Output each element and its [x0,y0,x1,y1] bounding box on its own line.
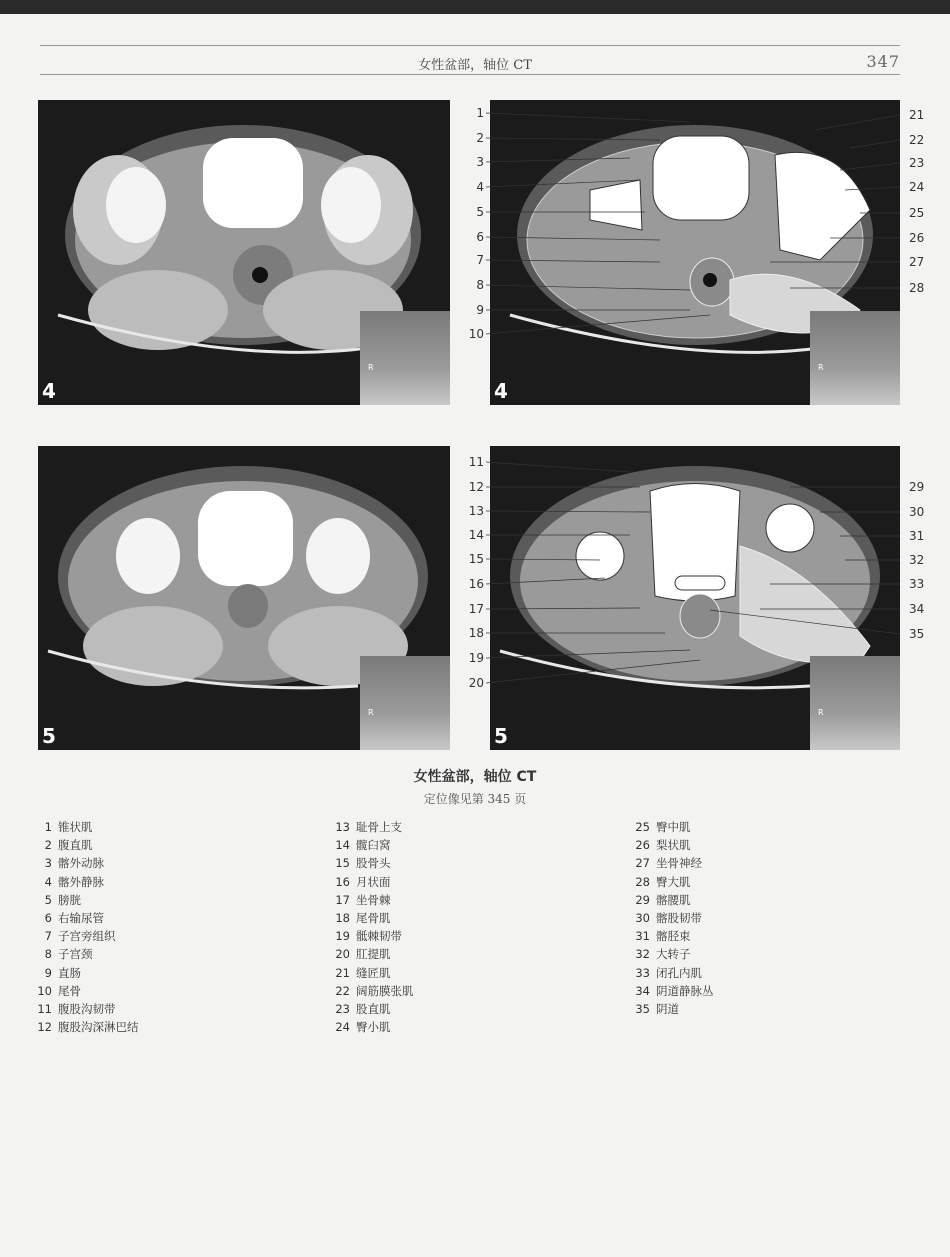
callout-label: 12 [468,480,484,494]
legend-number: 3 [44,856,52,871]
legend-number: 15 [335,856,350,871]
legend-item [628,964,714,982]
legend-item [328,836,414,854]
legend-item [30,818,139,836]
legend-item [628,891,714,909]
legend-number: 2 [44,838,52,853]
legend-number: 17 [335,892,350,907]
legend-term: 尾骨肌 [356,910,391,925]
callout-label: 32 [909,553,925,567]
callout-label: 11 [468,455,484,469]
legend-column-2 [328,818,414,1036]
legend-term: 阴道 [656,1001,679,1016]
legend-item [328,927,414,945]
legend-item [328,1000,414,1018]
callout-label: 26 [909,231,925,245]
callout-label: 25 [909,206,925,220]
legend-number: 20 [335,947,350,962]
legend-number: 31 [635,929,650,944]
legend-number: 26 [635,838,650,853]
callout-label: 13 [468,504,484,518]
legend-number: 7 [44,929,52,944]
legend-number: 28 [635,874,650,889]
legend-number: 22 [335,983,350,998]
legend-term: 臀大肌 [656,874,691,889]
legend-term: 尾骨 [58,983,81,998]
legend-term: 子宫颈 [58,947,93,962]
callout-label: 1 [476,106,484,120]
scout-marker: R [368,363,374,372]
callout-label: 29 [909,480,925,494]
panel-number: 5 [494,724,508,748]
legend-item [328,873,414,891]
legend-column-1 [30,818,139,1036]
legend-term: 梨状肌 [656,838,691,853]
callout-label: 16 [468,577,484,591]
legend-item [328,964,414,982]
scout-marker: R [368,708,374,717]
callout-label: 19 [468,651,484,665]
legend-term: 髂外静脉 [58,874,104,889]
callout-label: 23 [909,156,925,170]
legend-term: 月状面 [356,874,391,889]
legend-number: 34 [635,983,650,998]
scout-marker: R [818,708,824,717]
legend-number: 6 [44,910,52,925]
callout-label: 6 [476,230,484,244]
legend-number: 4 [44,874,52,889]
legend-number: 27 [635,856,650,871]
legend-item [30,891,139,909]
callout-label: 33 [909,577,925,591]
legend-number: 33 [635,965,650,980]
legend-number: 8 [44,947,52,962]
callout-label: 22 [909,133,925,147]
callout-label: 10 [468,327,484,341]
legend-item [30,836,139,854]
legend-item [328,818,414,836]
legend-item [628,982,714,1000]
legend-item [628,818,714,836]
callout-label: 14 [468,528,484,542]
legend-item [328,945,414,963]
callout-label: 15 [468,552,484,566]
legend-item [30,873,139,891]
legend-item [628,873,714,891]
legend-number: 16 [335,874,350,889]
callout-label: 24 [909,180,925,194]
callout-label: 9 [476,303,484,317]
legend-item [328,891,414,909]
legend-number: 11 [37,1001,52,1016]
legend-number: 30 [635,910,650,925]
legend-item [628,854,714,872]
legend-number: 12 [37,1020,52,1035]
legend-term: 直肠 [58,965,81,980]
legend-item [328,854,414,872]
callout-label: 2 [476,131,484,145]
legend-term: 臀中肌 [656,820,691,834]
legend-term: 子宫旁组织 [58,929,116,944]
callout-label: 31 [909,529,925,543]
legend-item [30,964,139,982]
callout-label: 5 [476,205,484,219]
legend-term: 闭孔内肌 [656,965,702,980]
header-title: 女性盆部，轴位 CT [418,58,532,73]
legend-number: 19 [335,929,350,944]
callout-label: 18 [468,626,484,640]
legend-item [30,854,139,872]
figure-subcaption: 定位像见第 345 页 [423,792,527,806]
legend-term: 坐骨神经 [656,856,702,871]
legend-number: 32 [635,947,650,962]
legend-item [30,1000,139,1018]
legend-number: 10 [37,983,52,998]
legend-item [30,927,139,945]
legend-item [628,945,714,963]
legend-term: 腹股沟深淋巴结 [58,1020,139,1035]
legend-item [628,836,714,854]
legend-term: 坐骨棘 [356,892,391,907]
legend-number: 13 [335,820,350,834]
callout-label: 30 [909,505,925,519]
legend-term: 肛提肌 [356,947,391,962]
panel-number: 4 [42,379,56,403]
callout-label: 20 [468,676,484,690]
legend-number: 18 [335,910,350,925]
legend-column-3 [628,818,714,1018]
callout-label: 4 [476,180,484,194]
legend-term: 腹直肌 [58,838,93,853]
legend-term: 阔筋膜张肌 [356,983,414,998]
legend-term: 右输尿管 [58,910,104,925]
page-number: 347 [866,52,900,71]
callout-label: 8 [476,278,484,292]
legend-term: 膀胱 [58,892,81,907]
legend-item [30,909,139,927]
legend-item [30,982,139,1000]
callout-label: 17 [468,602,484,616]
legend-number: 35 [635,1001,650,1016]
callout-label: 35 [909,627,925,641]
legend-number: 9 [44,965,52,980]
legend-term: 髂腰肌 [656,892,691,907]
legend-item [30,945,139,963]
legend-number: 14 [335,838,350,853]
callout-label: 3 [476,155,484,169]
legend-item [628,1000,714,1018]
legend-term: 腹股沟韧带 [58,1001,116,1016]
legend-term: 髂外动脉 [58,856,104,871]
legend-item [628,927,714,945]
legend-term: 阴道静脉丛 [656,983,714,998]
legend-number: 23 [335,1001,350,1016]
legend-term: 髂股韧带 [656,910,702,925]
legend-term: 髋臼窝 [356,838,391,853]
panel-number: 5 [42,724,56,748]
callout-label: 34 [909,602,925,616]
legend-term: 耻骨上支 [356,820,402,834]
legend-item [30,1018,139,1036]
callout-label: 7 [476,253,484,267]
legend-term: 锥状肌 [58,820,93,834]
figure-caption: 女性盆部，轴位 CT [413,769,537,785]
legend-number: 25 [635,820,650,834]
legend-item [328,1018,414,1036]
legend-term: 股直肌 [356,1001,391,1016]
callout-label: 21 [909,108,925,122]
legend-term: 大转子 [656,947,691,962]
scout-marker: R [818,363,824,372]
callout-label: 28 [909,281,925,295]
legend-item [328,909,414,927]
legend-item [328,982,414,1000]
legend-number: 24 [335,1020,350,1035]
legend-number: 1 [44,820,52,834]
callout-label: 27 [909,255,925,269]
legend-number: 21 [335,965,350,980]
legend-term: 骶棘韧带 [356,929,402,944]
legend-term: 臀小肌 [356,1020,391,1035]
panel-number: 4 [494,379,508,403]
legend-term: 股骨头 [356,856,391,871]
legend-term: 髂胫束 [656,929,691,944]
legend-term: 缝匠肌 [356,965,391,980]
legend-number: 5 [44,892,52,907]
legend-number: 29 [635,892,650,907]
legend-item [628,909,714,927]
